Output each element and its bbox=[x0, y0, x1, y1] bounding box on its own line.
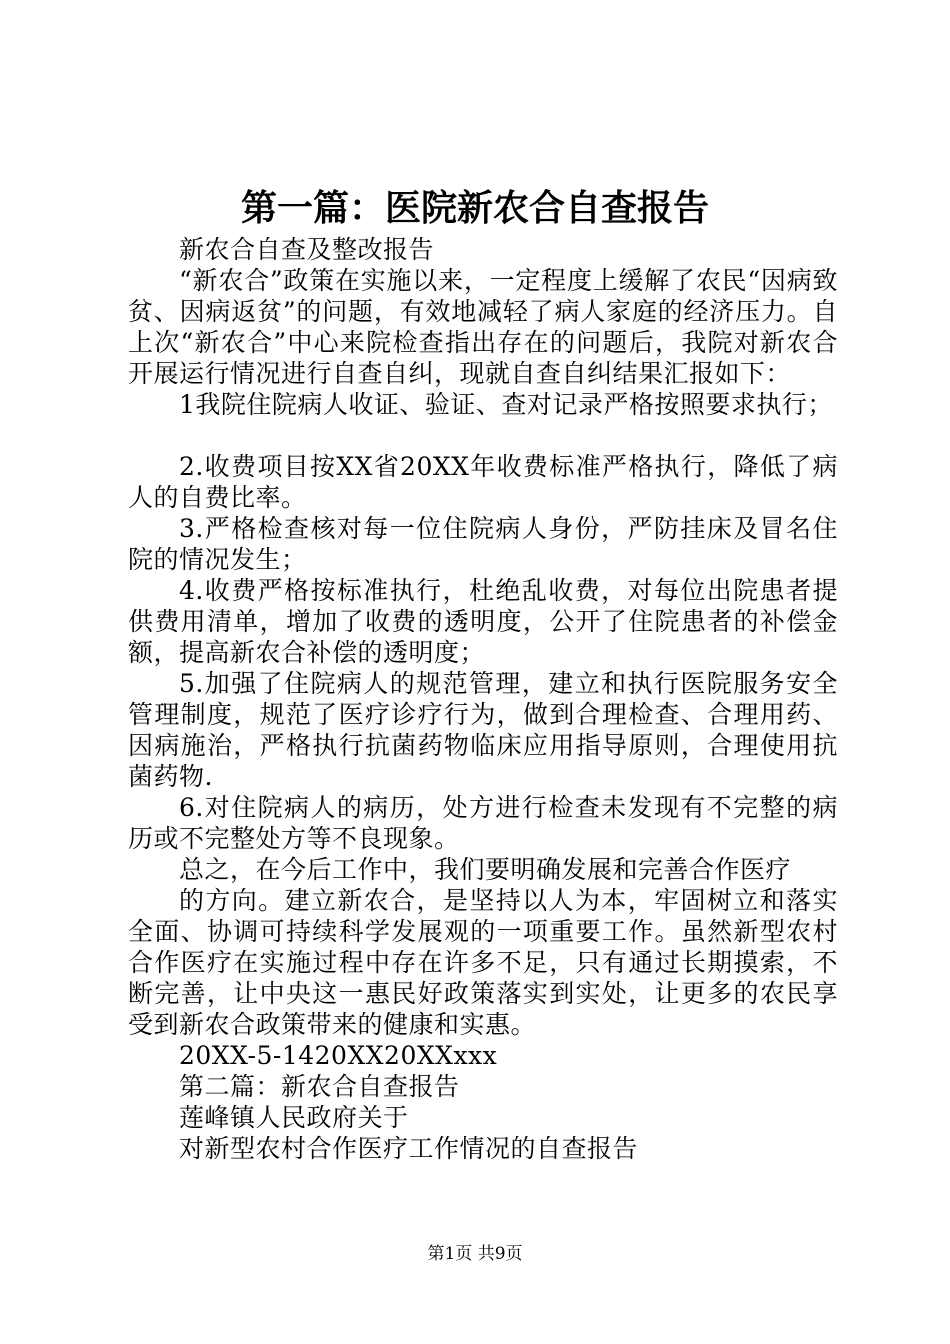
conclusion-body: 的方向。建立新农合，是坚持以人为本，牢固树立和落实全面、协调可持续科学发展观的一项重要工作。虽然新型农村合作医疗在实施过程中存在许多不足，只有通过长期摸索，不断完善，让中央这一惠民好政策落实到实处，让更多的农民享受到新农合政策带来的健康和实惠。 bbox=[128, 886, 838, 1039]
document-title: 第一篇：医院新农合自查报告 bbox=[240, 187, 709, 229]
item-5: 5.加强了住院病人的规范管理，建立和执行医院服务安全管理制度，规范了医疗诊疗行为，做到合理检查、合理用药、因病施治，严格执行抗菌药物临床应用指导原则，合理使用抗菌药物. bbox=[128, 669, 838, 791]
item-4: 4.收费严格按标准执行，杜绝乱收费，对每位出院患者提供费用清单，增加了收费的透明度，公开了住院患者的补偿金额，提高新农合补偿的透明度； bbox=[128, 576, 838, 667]
conclusion-start: 总之，在今后工作中，我们要明确发展和完善合作医疗 bbox=[179, 855, 792, 884]
date-line: 20XX-5-1420XX20XXxxx bbox=[179, 1041, 498, 1070]
item-3: 3.严格检查核对每一位住院病人身份，严防挂床及冒名住院的情况发生； bbox=[128, 514, 838, 574]
page-footer: 第1页 共9页 bbox=[427, 1244, 523, 1264]
blank-line bbox=[128, 420, 838, 451]
second-article-subject: 对新型农村合作医疗工作情况的自查报告 bbox=[179, 1134, 639, 1163]
item-1: 1我院住院病人收证、验证、查对记录严格按照要求执行； bbox=[179, 390, 833, 419]
subtitle: 新农合自查及整改报告 bbox=[179, 235, 435, 264]
second-article-issuer: 莲峰镇人民政府关于 bbox=[179, 1103, 409, 1132]
document-body bbox=[128, 234, 838, 1164]
item-2: 2.收费项目按XX省20XX年收费标准严格执行，降低了病人的自费比率。 bbox=[128, 452, 838, 512]
item-6: 6.对住院病人的病历，处方进行检查未发现有不完整的病历或不完整处方等不良现象。 bbox=[128, 793, 838, 853]
paragraph-intro: “新农合”政策在实施以来，一定程度上缓解了农民“因病致贫、因病返贫”的问题，有效地减轻了病人家庭的经济压力。自上次“新农合”中心来院检查指出存在的问题后，我院对新农合开展运行情况进行自查自纠，现就自查自纠结果汇报如下： bbox=[128, 266, 838, 388]
second-article-title: 第二篇：新农合自查报告 bbox=[179, 1072, 460, 1101]
